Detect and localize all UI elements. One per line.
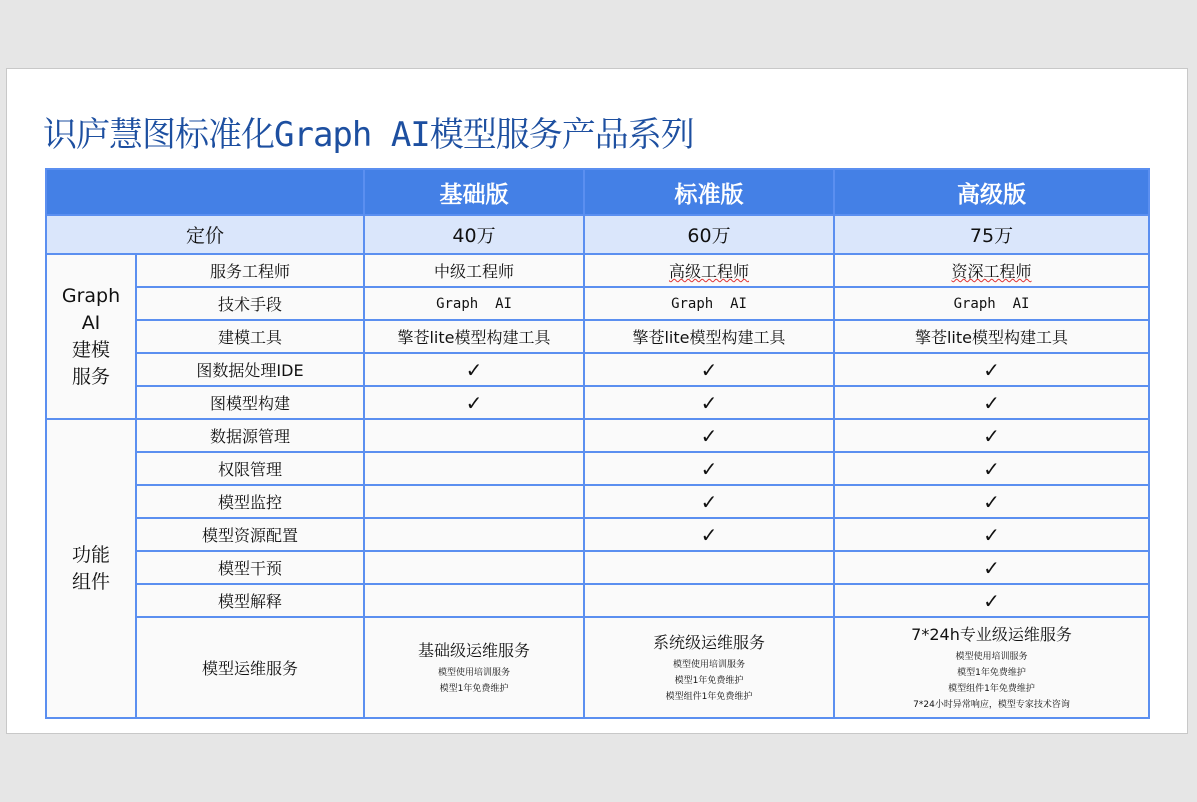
price-label: 定价 [46, 215, 364, 254]
cell: Graph AI [834, 287, 1149, 320]
service-item: 模型组件1年免费维护 [665, 692, 753, 702]
service-item: 7*24小时异常响应，模型专家技术咨询 [913, 700, 1070, 710]
group-label-line: 建模 [71, 338, 110, 361]
cell: Graph AI [364, 287, 584, 320]
check-icon: ✓ [834, 551, 1149, 584]
table-row [46, 254, 1149, 287]
cell: 擎苍lite模型构建工具 [584, 320, 834, 353]
check-icon [584, 551, 834, 584]
service-item: 模型1年免费维护 [674, 676, 744, 686]
check-icon [364, 452, 584, 485]
row-label: 技术手段 [136, 287, 364, 320]
check-icon [364, 518, 584, 551]
group-label-line: AI [81, 311, 101, 334]
page-title: 识庐慧图标准化Graph AI模型服务产品系列 [43, 115, 694, 155]
check-icon: ✓ [584, 353, 834, 386]
row-label: 模型监控 [136, 485, 364, 518]
row-label: 权限管理 [136, 452, 364, 485]
check-icon [364, 419, 584, 452]
service-title: 基础级运维服务 [417, 641, 530, 660]
cell: 中级工程师 [364, 254, 584, 287]
table-row [46, 386, 1149, 419]
service-item: 模型组件1年免费维护 [948, 684, 1035, 694]
check-icon: ✓ [584, 452, 834, 485]
check-icon: ✓ [834, 452, 1149, 485]
service-basic [364, 617, 584, 718]
check-icon: ✓ [834, 419, 1149, 452]
service-item: 模型使用培训服务 [955, 652, 1028, 662]
row-label: 模型资源配置 [136, 518, 364, 551]
service-premium [834, 617, 1149, 718]
row-label: 图数据处理IDE [136, 353, 364, 386]
check-icon: ✓ [584, 485, 834, 518]
check-icon: ✓ [834, 518, 1149, 551]
check-icon: ✓ [834, 584, 1149, 617]
table-row [46, 452, 1149, 485]
service-row [46, 617, 1149, 718]
row-label: 模型干预 [136, 551, 364, 584]
row-label: 模型运维服务 [136, 617, 364, 718]
header-empty [46, 169, 364, 215]
table-row [46, 353, 1149, 386]
service-item: 模型使用培训服务 [437, 668, 510, 678]
cell: 擎苍lite模型构建工具 [364, 320, 584, 353]
group-label-line: Graph [61, 284, 121, 307]
header-row [46, 169, 1149, 215]
check-icon: ✓ [364, 353, 584, 386]
table-row [46, 419, 1149, 452]
row-label: 数据源管理 [136, 419, 364, 452]
cell [834, 254, 1149, 287]
column-standard: 标准版 [584, 169, 834, 215]
check-icon [364, 584, 584, 617]
price-basic: 40万 [364, 215, 584, 254]
service-title: 7*24h专业级运维服务 [911, 625, 1072, 644]
table-row [46, 485, 1149, 518]
check-icon [364, 551, 584, 584]
column-premium: 高级版 [834, 169, 1149, 215]
cell: Graph AI [584, 287, 834, 320]
check-icon: ✓ [834, 485, 1149, 518]
check-icon: ✓ [584, 518, 834, 551]
service-title: 系统级运维服务 [652, 633, 765, 652]
row-label: 模型解释 [136, 584, 364, 617]
group-label-line: 服务 [71, 365, 110, 388]
row-label: 服务工程师 [136, 254, 364, 287]
group-label-line: 组件 [71, 570, 110, 593]
table-row [46, 584, 1149, 617]
check-icon: ✓ [584, 386, 834, 419]
service-item: 模型1年免费维护 [439, 684, 509, 694]
cell-text: 高级工程师 [668, 262, 749, 281]
group-label-modeling [46, 254, 136, 419]
price-row [46, 215, 1149, 254]
row-label: 建模工具 [136, 320, 364, 353]
check-icon: ✓ [584, 419, 834, 452]
cell-text: 资深工程师 [951, 262, 1032, 281]
service-item: 模型1年免费维护 [957, 668, 1026, 678]
price-standard: 60万 [584, 215, 834, 254]
cell: 擎苍lite模型构建工具 [834, 320, 1149, 353]
check-icon: ✓ [834, 353, 1149, 386]
row-label: 图模型构建 [136, 386, 364, 419]
service-item: 模型使用培训服务 [672, 660, 745, 670]
service-standard [584, 617, 834, 718]
cell [584, 254, 834, 287]
check-icon [584, 584, 834, 617]
check-icon [364, 485, 584, 518]
slide [6, 68, 1188, 734]
group-label-line: 功能 [71, 543, 110, 566]
price-premium: 75万 [834, 215, 1149, 254]
table-row [46, 551, 1149, 584]
check-icon: ✓ [364, 386, 584, 419]
table-row [46, 320, 1149, 353]
table-row [46, 287, 1149, 320]
check-icon: ✓ [834, 386, 1149, 419]
pricing-table [45, 168, 1150, 719]
group-label-components [46, 419, 136, 718]
table-row [46, 518, 1149, 551]
column-basic: 基础版 [364, 169, 584, 215]
